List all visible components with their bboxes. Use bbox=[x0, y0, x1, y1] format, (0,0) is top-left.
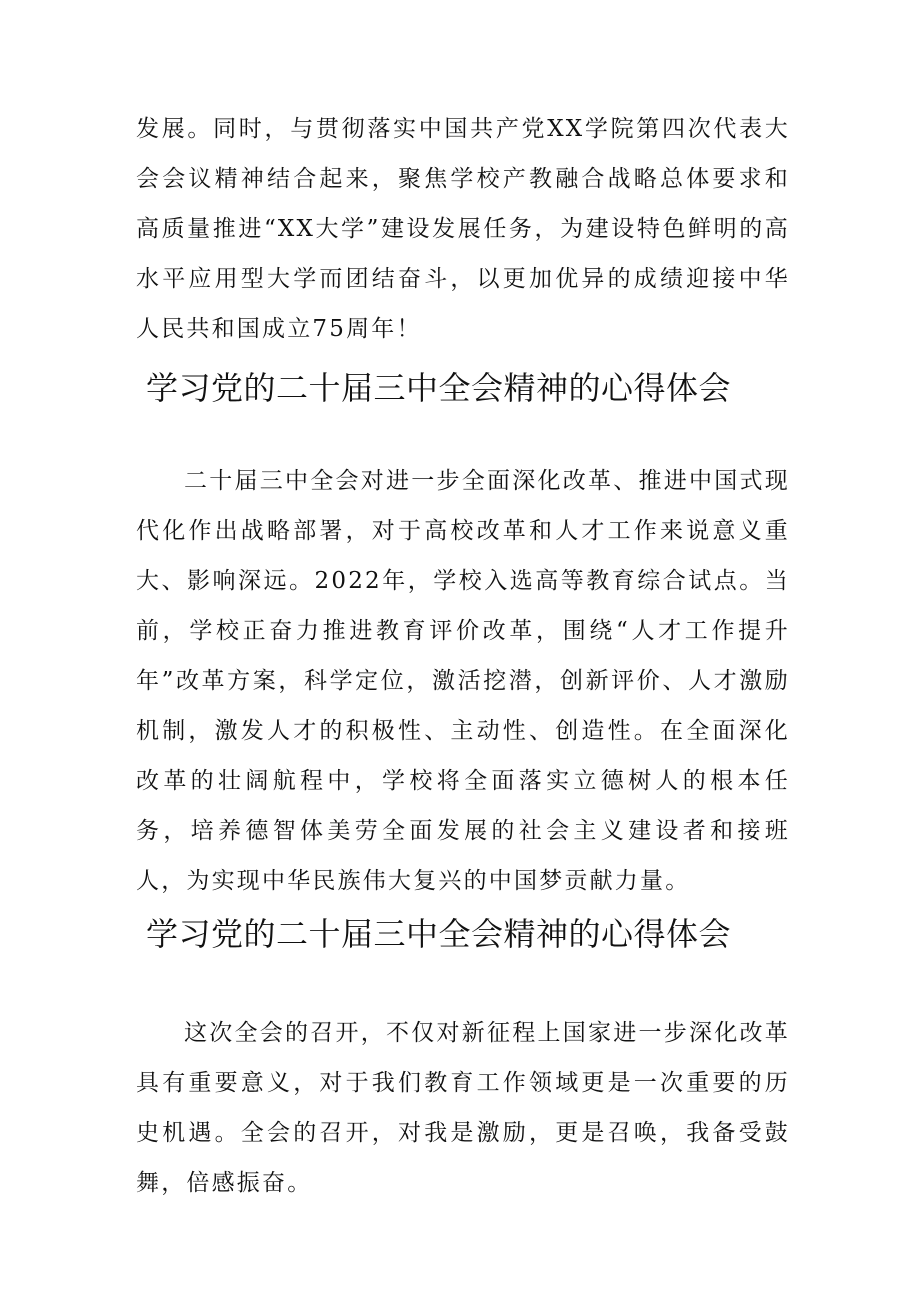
section-paragraph-1: 二十届三中全会对进一步全面深化改革、推进中国式现代化作出战略部署，对于高校改革和人才工作来说意义重大、影响深远。2022年，学校入选高等教育综合试点。当前，学校正奋力推进教育评价改革，围绕“人才工作提升年”改革方案，科学定位，激活挖潜，创新评价、人才激励机制，激发人才的积极性、主动性、创造性。在全面深化改革的壮阔航程中，学校将全面落实立德树人的根本任务，培养德智体美劳全面发展的社会主义建设者和接班人，为实现中华民族伟大复兴的中国梦贡献力量。 bbox=[136, 468, 790, 894]
section-paragraph-2: 这次全会的召开，不仅对新征程上国家进一步深化改革具有重要意义，对于我们教育工作领域更是一次重要的历史机遇。全会的召开，对我是激励，更是召唤，我备受鼓舞，倍感振奋。 bbox=[136, 1020, 790, 1196]
continuation-paragraph: 发展。同时，与贯彻落实中国共产党XX学院第四次代表大会会议精神结合起来，聚焦学校产教融合战略总体要求和高质量推进“XX大学”建设发展任务，为建设特色鲜明的高水平应用型大学而团结奋斗，以更加优异的成绩迎接中华人民共和国成立75周年！ bbox=[136, 116, 790, 342]
section-heading-2: 学习党的二十届三中全会精神的心得体会 bbox=[146, 915, 732, 953]
section-heading-1: 学习党的二十届三中全会精神的心得体会 bbox=[146, 369, 732, 407]
